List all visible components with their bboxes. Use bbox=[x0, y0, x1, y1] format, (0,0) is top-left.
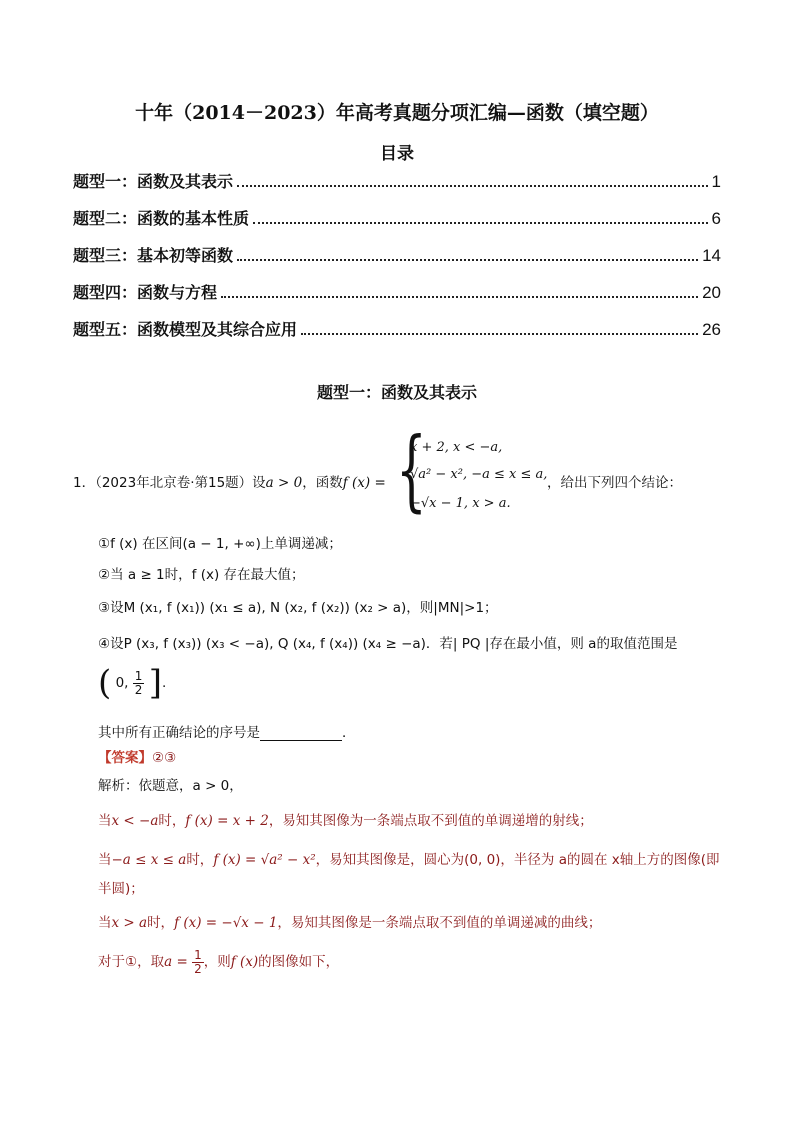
range-zero: 0, bbox=[115, 675, 129, 691]
stem-text: ，函数 bbox=[302, 475, 343, 491]
toc-item-1[interactable] bbox=[73, 166, 721, 192]
fraction-numerator: 1 bbox=[194, 948, 202, 962]
section-heading: 题型一：函数及其表示 bbox=[316, 383, 477, 402]
case-text: 的图像如下， bbox=[258, 954, 340, 971]
case-text: 当 bbox=[98, 915, 112, 931]
toc-item-label: 题型三：基本初等函数 bbox=[73, 246, 234, 265]
fraction-denominator: 2 bbox=[194, 961, 202, 976]
question-line bbox=[98, 721, 356, 741]
toc-item-label: 题型四：函数与方程 bbox=[73, 283, 218, 302]
toc-leader-dots bbox=[253, 222, 708, 224]
case-text: 时， bbox=[158, 813, 186, 829]
toc-leader-dots bbox=[237, 259, 698, 261]
case-text: 时， bbox=[186, 852, 214, 868]
toc-item-page: 20 bbox=[702, 283, 721, 302]
toc-item-page: 1 bbox=[711, 172, 721, 191]
range-period: . bbox=[161, 675, 167, 691]
conclusion-4-range bbox=[98, 663, 167, 703]
stem-condition: a > 0 bbox=[265, 475, 303, 491]
toc-leader-dots bbox=[237, 185, 708, 187]
case-condition: x < −a bbox=[111, 813, 159, 829]
fraction-numerator: 1 bbox=[134, 668, 143, 683]
case-text: ，易知其图像为一条端点取不到值的单调递增的射线； bbox=[268, 813, 593, 829]
answer-line bbox=[98, 746, 176, 766]
case-condition: −a ≤ x ≤ a bbox=[111, 852, 187, 868]
problem-stem bbox=[73, 471, 386, 491]
case-formula: f (x) bbox=[230, 954, 259, 971]
case-fraction bbox=[192, 949, 204, 975]
conclusion-2: ②当 a ≥ 1时，f (x) 存在最大值； bbox=[98, 567, 305, 583]
conclusion-4: ④设P (x₃, f (x₃)) (x₃ < −a), Q (x₄, f (x₄)) (x₄ ≥ −a)．若| PQ |存在最小值，则 a的取值范围是 bbox=[98, 636, 678, 652]
answer-label: 【答案】 bbox=[98, 750, 152, 766]
case-text: ，易知其图像是，圆心为(0, 0)，半径为 a的圆在 x轴上方的图像(即 bbox=[315, 852, 720, 868]
toc-item-label: 题型二：函数的基本性质 bbox=[73, 209, 250, 228]
range-fraction bbox=[133, 670, 145, 696]
case-formula: f (x) = √a² − x² bbox=[213, 852, 316, 868]
piecewise-brace: { bbox=[396, 418, 427, 521]
conclusion-3: ③设M (x₁, f (x₁)) (x₁ ≤ a), N (x₂, f (x₂)) (x₂ > a)，则|MN|>1； bbox=[98, 600, 498, 616]
stem-function: f (x) = bbox=[342, 475, 386, 491]
range-open-paren: ( bbox=[98, 663, 112, 703]
toc-leader-dots bbox=[301, 333, 698, 335]
case-text: 对于①，取 bbox=[98, 954, 165, 971]
stem-text: 设 bbox=[252, 475, 266, 491]
problem-source: （2023年北京卷·第15题） bbox=[95, 475, 253, 491]
toc-item-2[interactable] bbox=[73, 203, 721, 229]
analysis-case-3 bbox=[98, 911, 601, 931]
piece-1: x + 2, x < −a, bbox=[410, 440, 503, 455]
case-variable: a = bbox=[164, 954, 188, 971]
case-formula: f (x) = x + 2 bbox=[185, 813, 269, 829]
toc-item-4[interactable] bbox=[73, 277, 721, 303]
toc-item-label: 题型五：函数模型及其综合应用 bbox=[73, 320, 298, 339]
toc-heading: 目录 bbox=[380, 144, 414, 164]
case-text: 当 bbox=[98, 813, 112, 829]
toc-item-page: 26 bbox=[702, 320, 721, 339]
analysis-case-2 bbox=[98, 848, 720, 868]
toc-item-page: 6 bbox=[711, 209, 721, 228]
toc-leader-dots bbox=[221, 296, 698, 298]
case-text: 当 bbox=[98, 852, 112, 868]
question-end: ． bbox=[342, 725, 356, 741]
analysis-case-2-cont: 半圆)； bbox=[98, 881, 144, 897]
piece-2: √a² − x², −a ≤ x ≤ a, bbox=[410, 467, 548, 482]
toc-item-3[interactable] bbox=[73, 240, 721, 266]
case-formula: f (x) = −√x − 1 bbox=[174, 915, 278, 931]
conclusion-1: ①f (x) 在区间(a − 1, +∞)上单调递减； bbox=[98, 536, 342, 552]
case-text: ，易知其图像是一条端点取不到值的单调递减的曲线； bbox=[277, 915, 602, 931]
analysis-intro: 解析：依题意，a > 0， bbox=[98, 778, 243, 794]
case-text: ，则 bbox=[203, 954, 231, 971]
fraction-denominator: 2 bbox=[134, 682, 143, 697]
case-condition: x > a bbox=[111, 915, 148, 931]
document-title: 十年（2014－2023）年高考真题分项汇编—函数（填空题） bbox=[135, 102, 659, 124]
problem-number: 1． bbox=[73, 475, 96, 491]
toc-item-label: 题型一：函数及其表示 bbox=[73, 172, 234, 191]
toc-item-5[interactable] bbox=[73, 314, 721, 340]
toc-item-page: 14 bbox=[702, 246, 721, 265]
analysis-case-1 bbox=[98, 809, 593, 829]
question-text: 其中所有正确结论的序号是 bbox=[98, 725, 260, 741]
case-text: 时， bbox=[147, 915, 175, 931]
answer-blank bbox=[260, 726, 342, 741]
answer-value: ②③ bbox=[152, 750, 177, 766]
range-close-bracket: ] bbox=[148, 663, 162, 703]
piece-3: −√x − 1, x > a. bbox=[410, 496, 511, 511]
stem-post: ，给出下列四个结论： bbox=[547, 475, 682, 491]
analysis-case-4 bbox=[98, 949, 339, 975]
